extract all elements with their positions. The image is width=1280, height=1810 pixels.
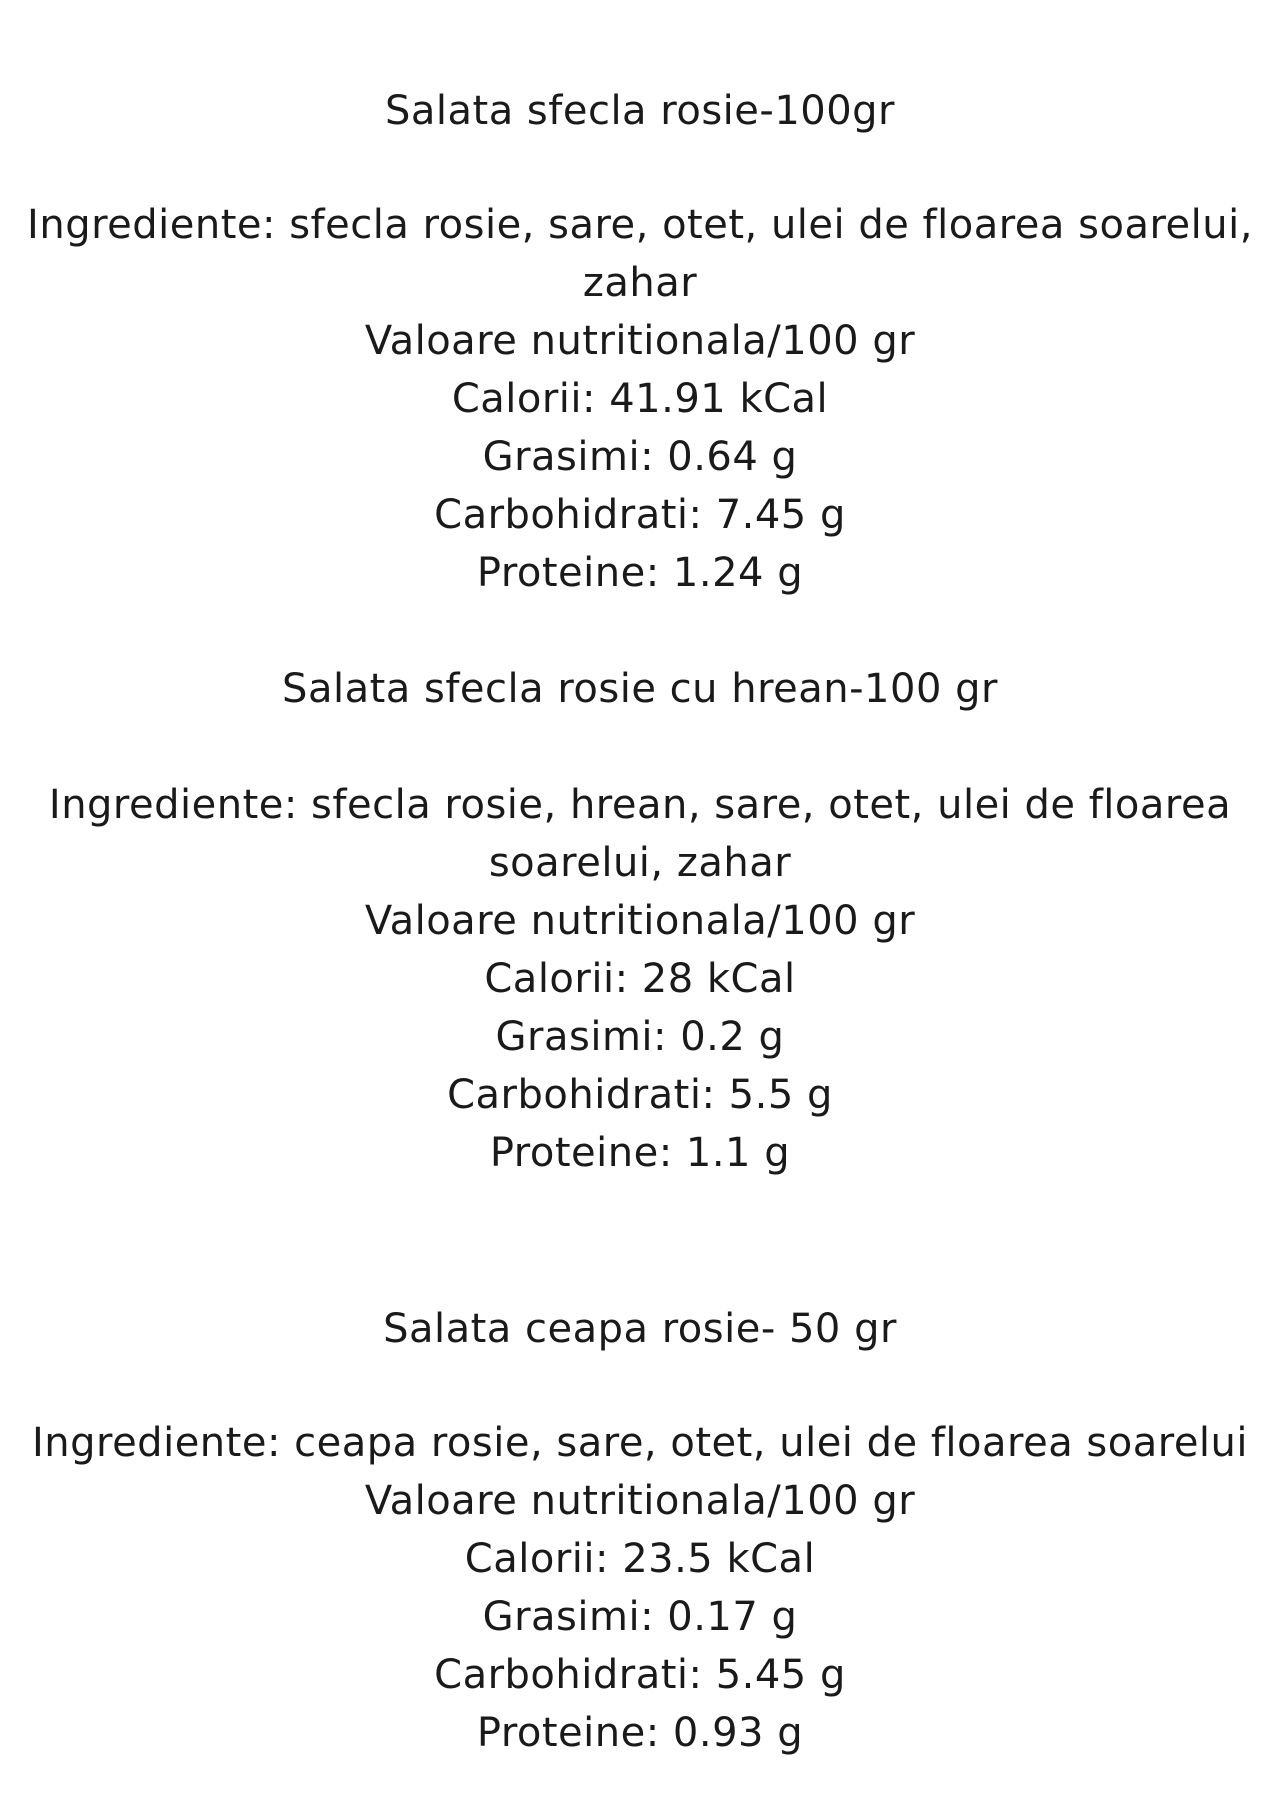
salad-2-ingredients: Ingrediente: sfecla rosie, hrean, sare, otet, ulei de floarea soarelui, zahar [48,782,1232,886]
salad-2-header [0,660,1280,718]
salad-1-calories: Calorii: 41.91 kCal [451,376,829,422]
salad-3-title: Salata ceapa rosie- 50 gr [383,1306,897,1352]
salad-1-nutrition-header: Valoare nutritionala/100 gr [364,318,916,364]
salad-3-nutrition-header: Valoare nutritionala/100 gr [364,1478,916,1524]
salad-3-fat: Grasimi: 0.17 g [482,1594,798,1640]
salad-1-carbs: Carbohidrati: 7.45 g [434,492,846,538]
salad-3-header [0,1300,1280,1358]
salad-1-ingredients: Ingrediente: sfecla rosie, sare, otet, ulei de floarea soarelui, zahar [27,202,1253,306]
salad-2-calories: Calorii: 28 kCal [484,956,796,1002]
salad-3-carbs: Carbohidrati: 5.45 g [434,1652,846,1698]
salad-2-fat: Grasimi: 0.2 g [495,1014,785,1060]
salad-1-title: Salata sfecla rosie-100gr [384,88,896,134]
salad-2-protein: Proteine: 1.1 g [489,1130,791,1176]
salad-3-protein: Proteine: 0.93 g [476,1710,804,1756]
salad-1-fat: Grasimi: 0.64 g [482,434,798,480]
salad-3-calories: Calorii: 23.5 kCal [464,1536,816,1582]
salad-2-details [0,776,1280,1182]
salad-2-title: Salata sfecla rosie cu hrean-100 gr [282,666,998,712]
salad-1-protein: Proteine: 1.24 g [476,550,804,596]
salad-2-nutrition-header: Valoare nutritionala/100 gr [364,898,916,944]
salad-1-header [0,82,1280,140]
salad-1-details [0,196,1280,602]
salad-2-carbs: Carbohidrati: 5.5 g [447,1072,833,1118]
salad-3-details [0,1414,1280,1762]
salad-3-ingredients: Ingrediente: ceapa rosie, sare, otet, ulei de floarea soarelui [31,1420,1249,1466]
